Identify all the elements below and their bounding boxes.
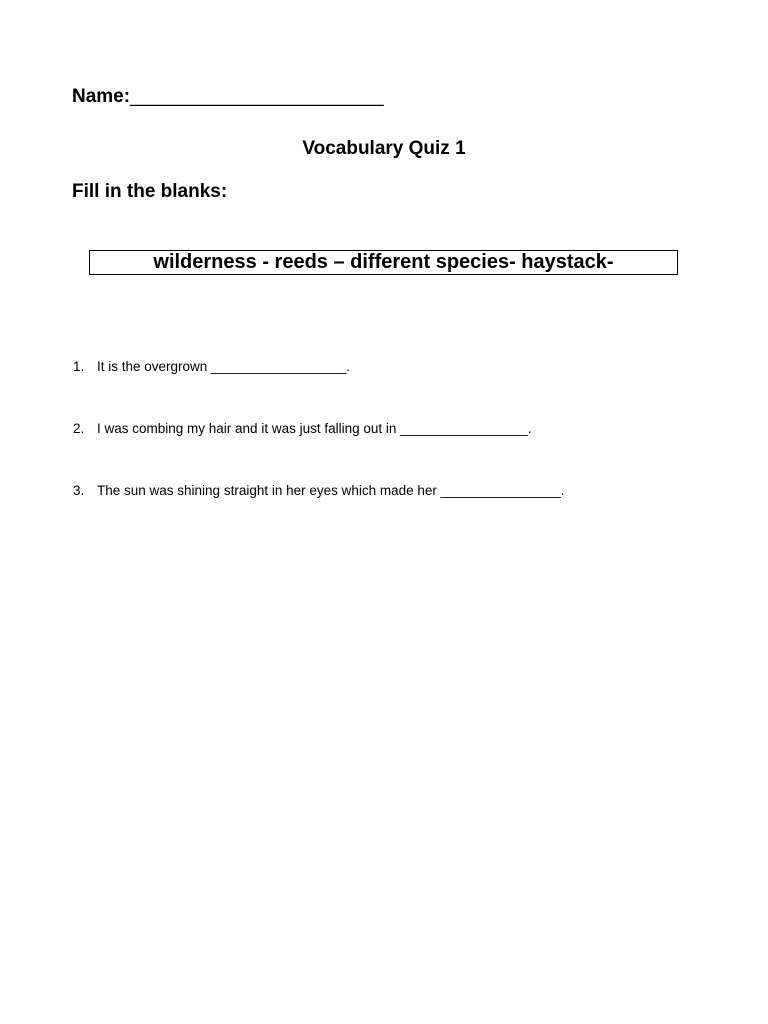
instructions-heading: Fill in the blanks: — [72, 181, 228, 202]
question-number: 3. — [73, 483, 85, 498]
question-text: The sun was shining straight in her eyes which made her ________________. — [97, 483, 565, 498]
question-item-2 — [73, 421, 565, 437]
question-number: 1. — [73, 359, 85, 374]
question-text: I was combing my hair and it was just falling out in _________________. — [97, 421, 532, 436]
question-number: 2. — [73, 421, 85, 436]
question-text: It is the overgrown __________________. — [97, 359, 350, 374]
question-item-3 — [73, 483, 565, 499]
question-item-1 — [73, 359, 565, 375]
page-title: Vocabulary Quiz 1 — [302, 138, 466, 159]
name-field-line — [72, 86, 384, 108]
word-bank-box: wilderness - reeds – different species- haystack- — [89, 250, 678, 275]
name-blank[interactable]: ________________________ — [130, 86, 384, 107]
name-label: Name: — [72, 86, 131, 107]
question-list — [73, 359, 565, 499]
